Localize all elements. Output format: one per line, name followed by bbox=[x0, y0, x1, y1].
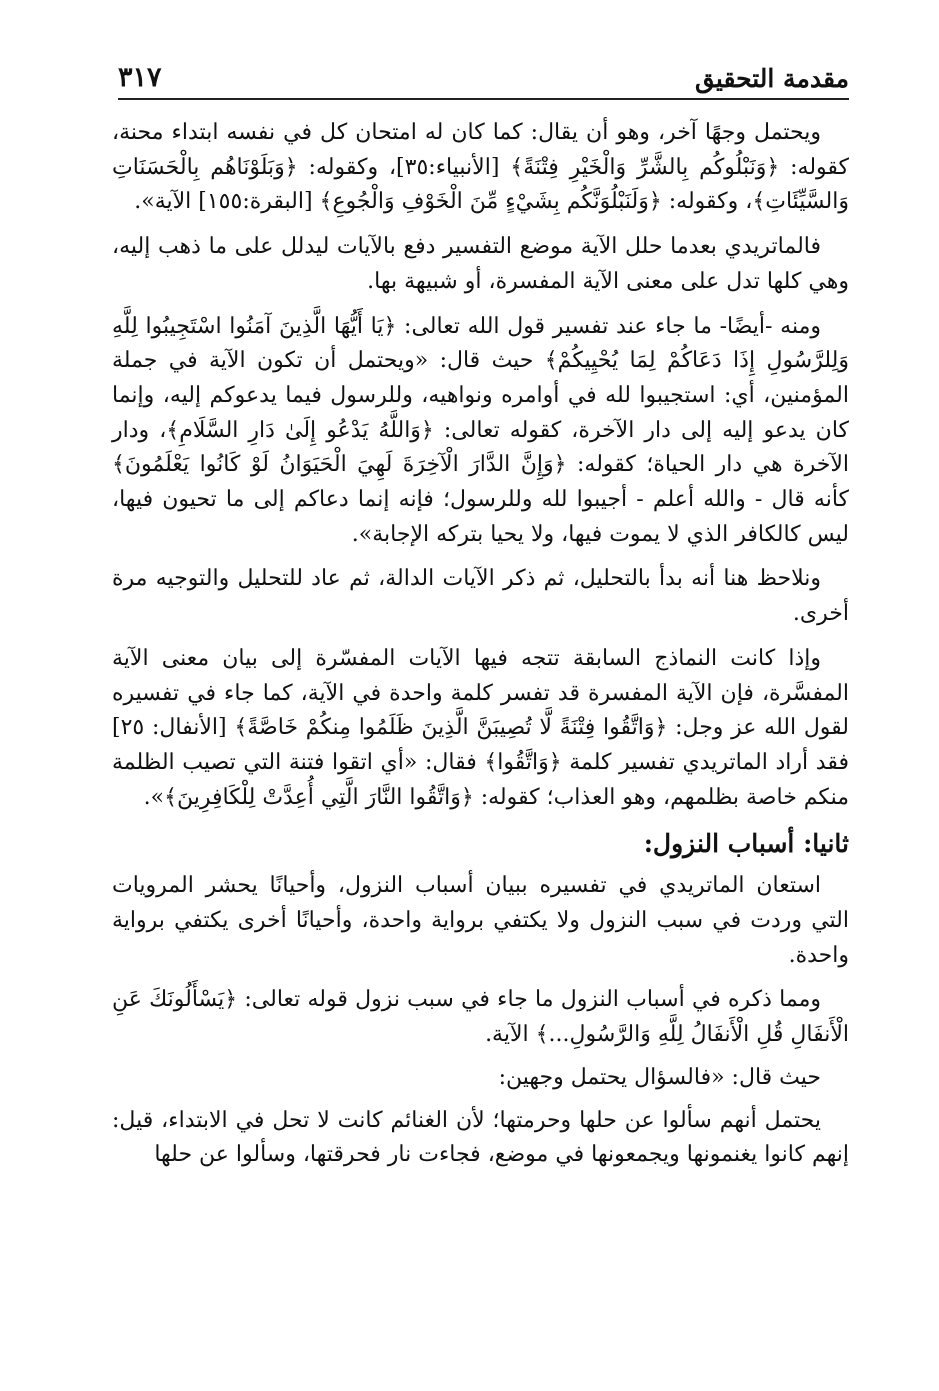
paragraph-alternative-meaning: ويحتمل وجهًا آخر، وهو أن يقال: كما كان له امتحان كل في نفسه ابتداء محنة، كقوله: ﴿وَنَبْلُوكُم بِالشَّرِّ وَالْخَيْرِ فِتْنَةً﴾ [الأنبياء:٣٥]، وكقوله: ﴿وَبَلَوْنَاهُم بِالْحَسَنَاتِ وَالسَّيِّئَاتِ﴾، وكقوله: ﴿وَلَنَبْلُوَنَّكُم بِشَيْءٍ مِّنَ الْخَوْفِ وَالْجُوعِ﴾ [البقرة:١٥٥] الآية». bbox=[112, 120, 849, 215]
paragraph-observation: ونلاحظ هنا أنه بدأ بالتحليل، ثم ذكر الآيات الدالة، ثم عاد للتحليل والتوجيه مرة أخرى. bbox=[112, 566, 849, 627]
paragraph-first-interpretation: يحتمل أنهم سألوا عن حلها وحرمتها؛ لأن الغنائم كانت لا تحل في الابتداء، قيل: إنهم كانوا يغنمونها ويجمعونها في موضع، فجاءت نار فحرقتها، وسألوا عن حلها bbox=[112, 1107, 849, 1168]
paragraph-occasions-intro: استعان الماتريدي في تفسيره ببيان أسباب النزول، وأحيانًا يحشر المرويات التي وردت في سبب النزول ولا يكتفي برواية واحدة، وأحيانًا أخرى يكتفي برواية واحدة. bbox=[112, 873, 849, 968]
paragraph-respond-to-allah: ومنه -أيضًا- ما جاء عند تفسير قول الله تعالى: ﴿يَا أَيُّهَا الَّذِينَ آمَنُوا اسْتَجِيبُوا لِلَّهِ وَلِلرَّسُولِ إِذَا دَعَاكُمْ لِمَا يُحْيِيكُمْ﴾ حيث قال: «ويحتمل أن تكون الآية في جملة المؤمنين، أي: استجيبوا لله في أوامره ونواهيه، وللرسول فيما يدعوكم إليه، وإنما كان يدعو إليه إلى دار الآخرة، كقوله تعالى: ﴿وَاللَّهُ يَدْعُو إِلَىٰ دَارِ السَّلَامِ﴾، ودار الآخرة هي دار الحياة؛ كقوله: ﴿وَإِنَّ الدَّارَ الْآخِرَةَ لَهِيَ الْحَيَوَانُ لَوْ كَانُوا يَعْلَمُونَ﴾ كأنه قال - والله أعلم - أجيبوا لله وللرسول؛ فإنه إنما دعاكم إلى ما تحيون فيها، ليس كالكافر الذي لا يموت فيها، ولا يحيا بتركه الإجابة». bbox=[112, 313, 849, 547]
paragraph-quote-intro: حيث قال: «فالسؤال يحتمل وجهين: bbox=[498, 1064, 821, 1090]
section-heading-occasions-of-revelation: ثانيا: أسباب النزول: bbox=[643, 829, 849, 859]
paragraph-single-word-exegesis: وإذا كانت النماذج السابقة تتجه فيها الآيات المفسّرة إلى بيان معنى الآية المفسَّرة، فإن الآية المفسرة قد تفسر كلمة واحدة في الآية، كما جاء في تفسيره لقول الله عز وجل: ﴿وَاتَّقُوا فِتْنَةً لَّا تُصِيبَنَّ الَّذِينَ ظَلَمُوا مِنكُمْ خَاصَّةً﴾ [الأنفال: ٢٥] فقد أراد الماتريدي تفسير كلمة ﴿وَاتَّقُوا﴾ فقال: «أي اتقوا فتنة التي تصيب الظلمة منكم خاصة بظلمهم، وهو العذاب؛ كقوله: ﴿وَاتَّقُوا النَّارَ الَّتِي أُعِدَّتْ لِلْكَافِرِينَ﴾». bbox=[112, 645, 849, 810]
page-body bbox=[112, 116, 849, 1183]
page-header bbox=[118, 58, 849, 100]
paragraph-anfal-example: ومما ذكره في أسباب النزول ما جاء في سبب نزول قوله تعالى: ﴿يَسْأَلُونَكَ عَنِ الْأَنفَالِ قُلِ الْأَنفَالُ لِلَّهِ وَالرَّسُولِ...﴾ الآية. bbox=[112, 987, 849, 1048]
page-number: ٣١٧ bbox=[118, 62, 162, 93]
paragraph-maturidi-analysis: فالماتريدي بعدما حلل الآية موضع التفسير دفع بالآيات ليدلل على ما ذهب إليه، وهي كلها تدل على معنى الآية المفسرة، أو شبيهة بها. bbox=[112, 234, 849, 294]
running-title: مقدمة التحقيق bbox=[695, 64, 849, 93]
